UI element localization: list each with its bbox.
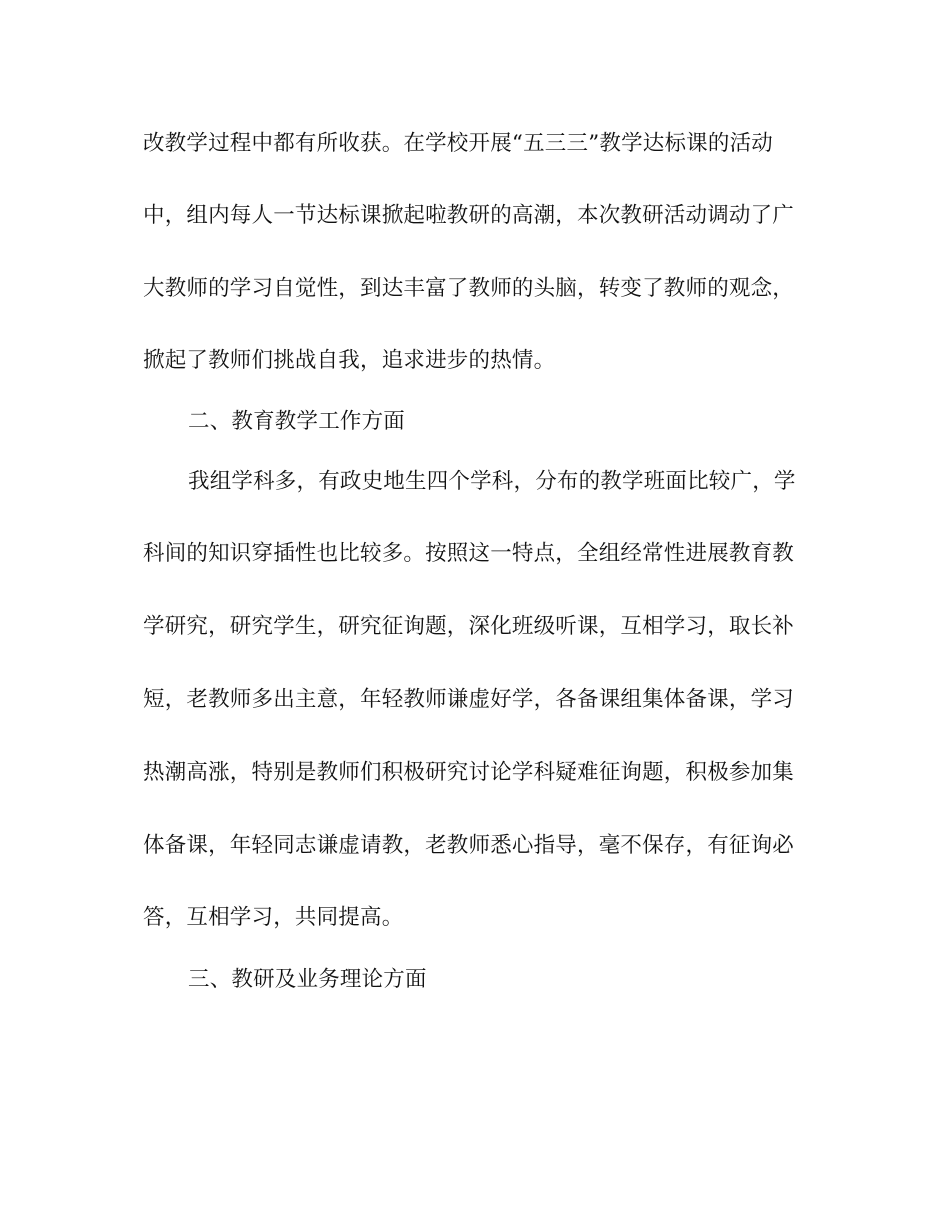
paragraph-line: 体备课，年轻同志谦虚请教，老教师悉心指导，毫不保存，有征询必 [143, 833, 795, 858]
paragraph-line: 学研究，研究学生，研究征询题，深化班级听课，互相学习，取长补 [143, 614, 795, 639]
paragraph-line: 中，组内每人一节达标课掀起啦教研的高潮，本次教研活动调动了广 [143, 203, 795, 228]
paragraph-line: 掀起了教师们挑战自我，追求进步的热情。 [143, 348, 556, 373]
paragraph-line: 我组学科多，有政史地生四个学科，分布的教学班面比较广，学 [188, 469, 796, 494]
paragraph-line: 热潮高涨，特别是教师们积极研究讨论学科疑难征询题，积极参加集 [143, 760, 795, 785]
paragraph-line: 科间的知识穿插性也比较多。按照这一特点，全组经常性进展教育教 [143, 541, 795, 566]
paragraph-line: 短，老教师多出主意，年轻教师谦虚好学，各备课组集体备课，学习 [143, 687, 795, 712]
paragraph-line: 大教师的学习自觉性，到达丰富了教师的头脑，转变了教师的观念， [143, 276, 795, 301]
section-heading: 二、教育教学工作方面 [188, 409, 406, 434]
paragraph-line: 改教学过程中都有所收获。在学校开展“五三三”教学达标课的活动 [143, 131, 773, 156]
section-heading: 三、教研及业务理论方面 [188, 967, 427, 992]
paragraph-line: 答，互相学习，共同提高。 [143, 905, 404, 930]
